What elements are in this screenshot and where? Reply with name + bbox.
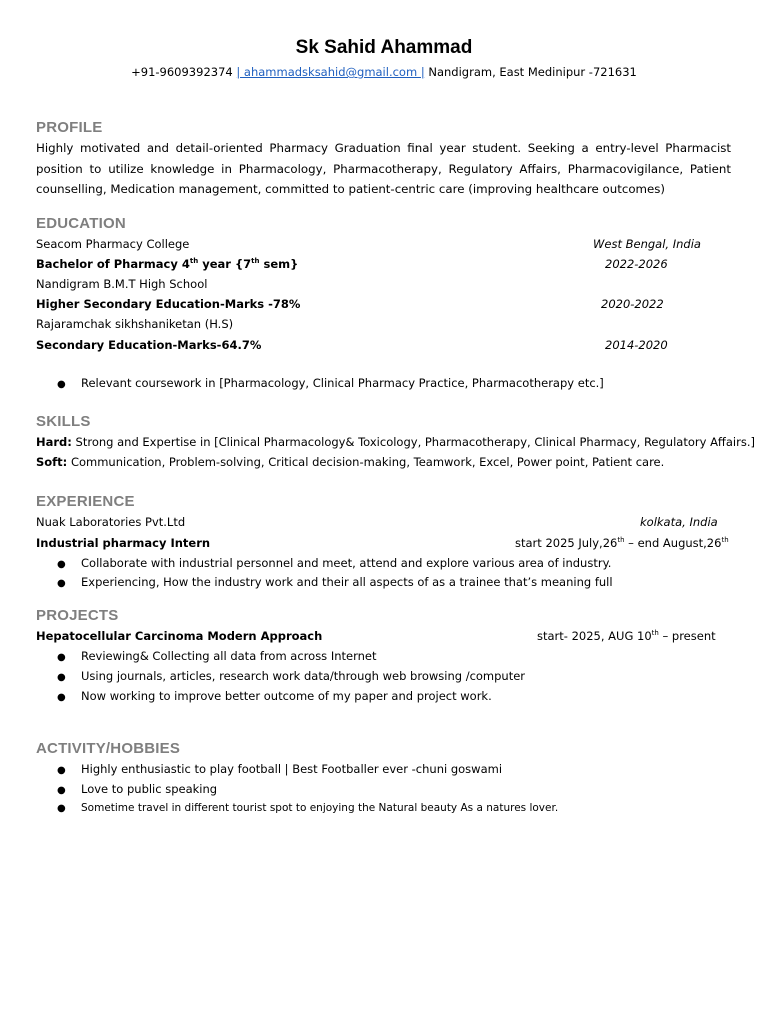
degree-years: 2022-2026	[605, 257, 668, 271]
list-item: ● Now working to improve better outcome of my paper and project work.	[57, 689, 492, 703]
college-location: West Bengal, India	[593, 237, 701, 251]
phone-number: +91-9609392374	[131, 65, 233, 79]
list-item: ● Sometime travel in different tourist spot to enjoying the Natural beauty As a natures lover.	[57, 802, 559, 814]
location: Nandigram, East Medinipur -721631	[428, 65, 637, 79]
project-dates: start- 2025, AUG 10th – present	[537, 629, 716, 643]
job-role: Industrial pharmacy Intern	[36, 536, 211, 550]
projects-heading: PROJECTS	[36, 607, 119, 624]
list-item: ● Reviewing& Collecting all data from across Internet	[57, 649, 377, 663]
higher-secondary-years: 2020-2022	[601, 297, 664, 311]
school2-name: Rajaramchak sikhshaniketan (H.S)	[36, 317, 234, 331]
list-item: ● Using journals, articles, research work data/through web browsing /computer	[57, 669, 526, 683]
email-link[interactable]: | ahammadsksahid@gmail.com |	[236, 65, 425, 79]
list-item: ● Highly enthusiastic to play football | Best Footballer ever -chuni goswami	[57, 762, 503, 776]
school-name: Nandigram B.M.T High School	[36, 277, 208, 291]
hard-skills: Hard: Strong and Expertise in [Clinical Pharmacology& Toxicology, Pharmacotherapy, Clinical Pharmacy, Regulatory Affairs.]	[36, 435, 755, 449]
education-heading: EDUCATION	[36, 215, 126, 232]
higher-secondary: Higher Secondary Education-Marks -78%	[36, 297, 301, 311]
college-name: Seacom Pharmacy College	[36, 237, 190, 251]
list-item: ● Relevant coursework in [Pharmacology, Clinical Pharmacy Practice, Pharmacotherapy etc.]	[57, 376, 604, 390]
profile-heading: PROFILE	[36, 119, 103, 136]
secondary-years: 2014-2020	[605, 338, 668, 352]
skills-heading: SKILLS	[36, 413, 91, 430]
project-title: Hepatocellular Carcinoma Modern Approach	[36, 629, 323, 643]
list-item: ● Experiencing, How the industry work and their all aspects of as a trainee that’s meaning full	[57, 575, 613, 589]
company-location: kolkata, India	[640, 515, 718, 529]
profile-text: Highly motivated and detail-oriented Pharmacy Graduation final year student. Seeking a entry-level Pharmacist position to utilize knowledge in Pharmacology, Pharmacotherapy, Regulatory Affairs, Pharmacovigilance, Patient counselling, Medication management, committed to patient-centric care (improving healthcare outcomes)	[36, 141, 731, 196]
degree: Bachelor of Pharmacy 4th year {7th sem}	[36, 257, 299, 271]
company-name: Nuak Laboratories Pvt.Ltd	[36, 515, 186, 529]
experience-heading: EXPERIENCE	[36, 493, 135, 510]
list-item: ● Collaborate with industrial personnel and meet, attend and explore various area of industry.	[57, 556, 612, 570]
hobbies-heading: ACTIVITY/HOBBIES	[36, 740, 181, 757]
candidate-name: Sk Sahid Ahammad	[295, 37, 473, 58]
list-item: ● Love to public speaking	[57, 782, 218, 796]
job-dates: start 2025 July,26th – end August,26th	[515, 536, 729, 550]
secondary: Secondary Education-Marks-64.7%	[36, 338, 262, 352]
contact-line	[0, 65, 768, 79]
soft-skills: Soft: Communication, Problem-solving, Critical decision-making, Teamwork, Excel, Power point, Patient care.	[36, 455, 665, 469]
